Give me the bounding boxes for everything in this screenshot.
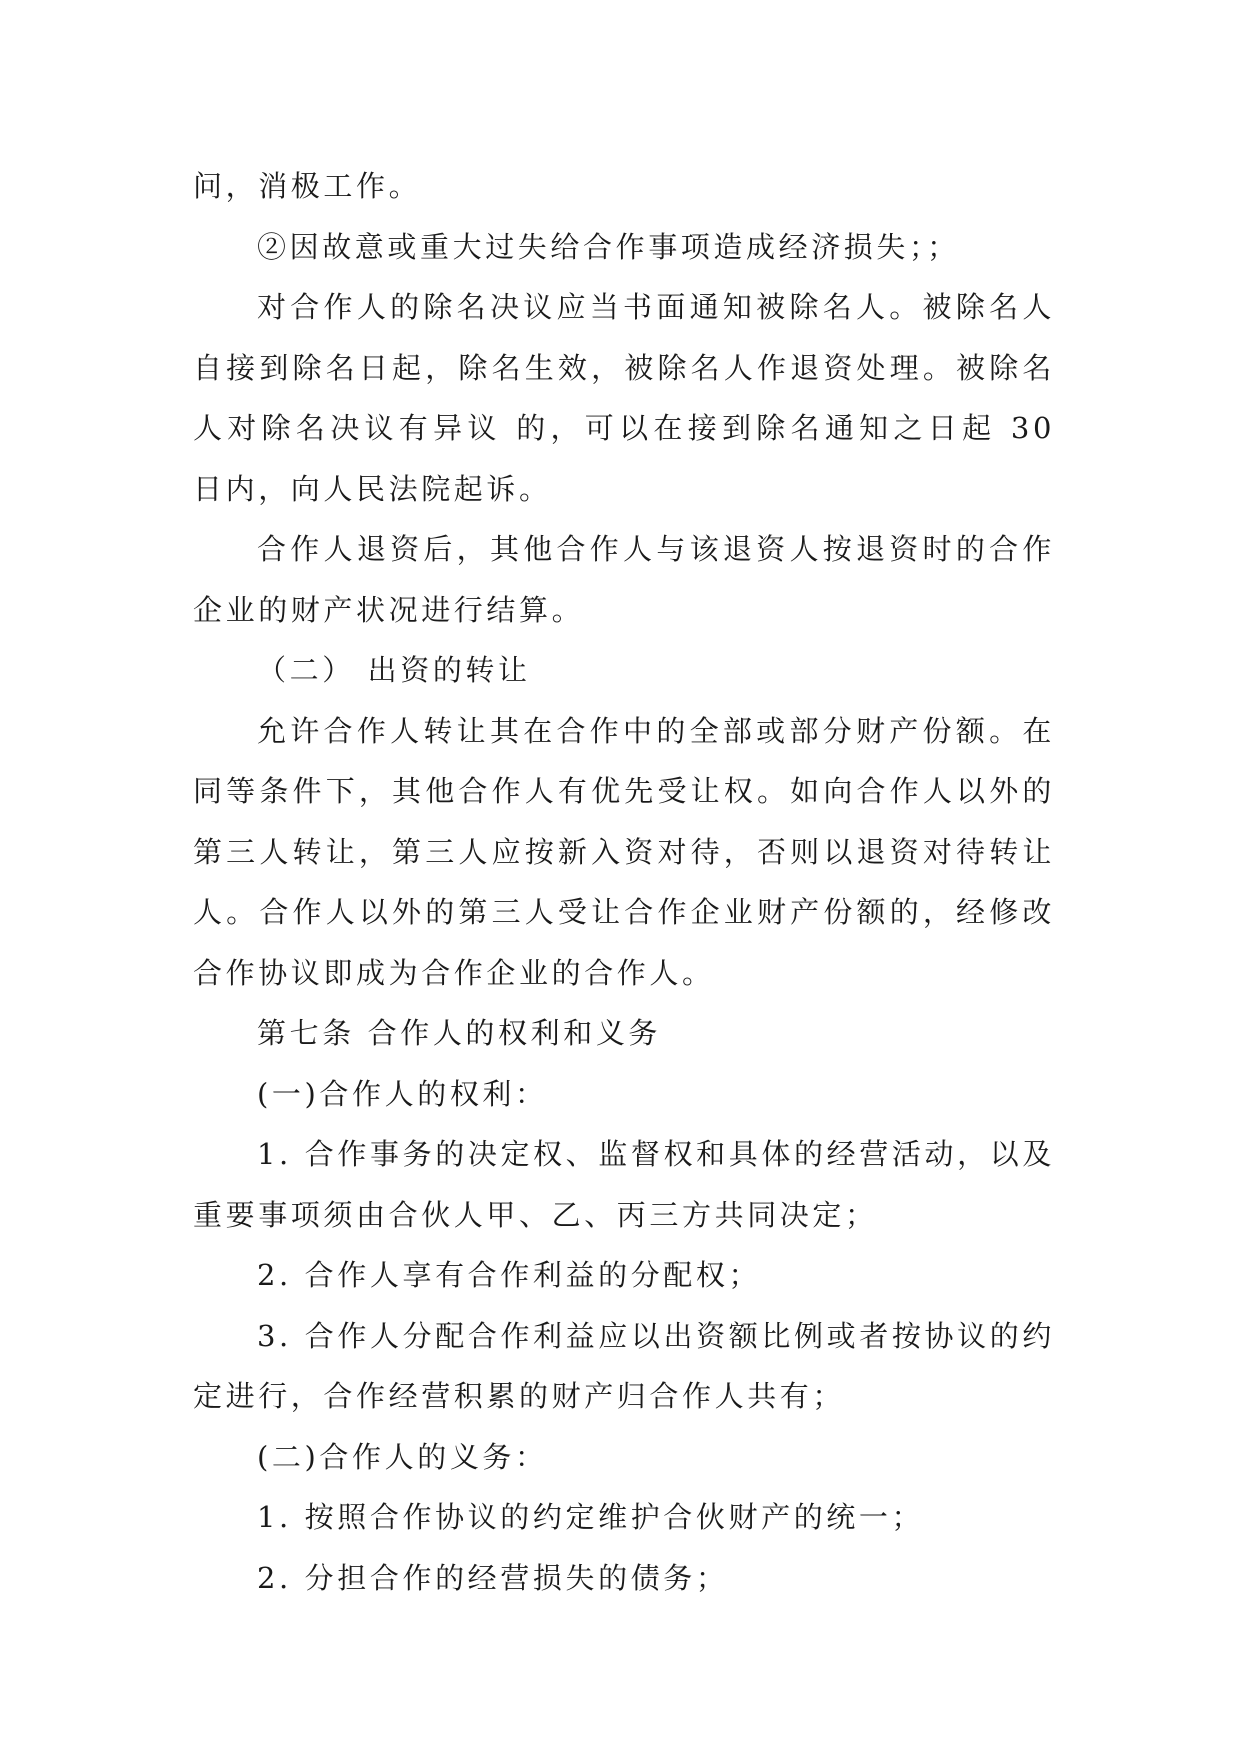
paragraph: 允许合作人转让其在合作中的全部或部分财产份额。在同等条件下，其他合作人有优先受让权。如向合作人以外的第三人转让，第三人应按新入资对待，否则以退资对待转让人。合作人以外的第三人受让合作企业财产份额的，经修改合作协议即成为合作企业的合作人。 xyxy=(193,713,1055,990)
article-heading: 第七条 合作人的权利和义务 xyxy=(257,1016,662,1050)
paragraph: 对合作人的除名决议应当书面通知被除名人。被除名人自接到除名日起，除名生效，被除名人作退资处理。被除名人对除名决议有异议 的，可以在接到除名通知之日起 30 日内，向人民法院起诉。 xyxy=(193,290,1055,506)
section-heading: (一)合作人的权利： xyxy=(257,1076,548,1111)
section-heading: （二） 出资的转让 xyxy=(257,653,531,687)
list-item: 2. 分担合作的经营损失的债务； xyxy=(257,1560,729,1595)
list-item: 1. 合作事务的决定权、监督权和具体的经营活动，以及重要事项须由合伙人甲、乙、丙三方共同决定； xyxy=(193,1137,1055,1232)
list-item: 1. 按照合作协议的约定维护合伙财产的统一； xyxy=(257,1500,925,1534)
section-heading: (二)合作人的义务： xyxy=(257,1439,548,1474)
paragraph: 问，消极工作。 xyxy=(193,169,422,203)
paragraph: ②因故意或重大过失给合作事项造成经济损失；； xyxy=(257,229,960,264)
document-body xyxy=(193,156,1055,1608)
list-item: 3. 合作人分配合作利益应以出资额比例或者按协议的约定进行，合作经营积累的财产归合作人共有； xyxy=(193,1318,1055,1413)
list-item: 2. 合作人享有合作利益的分配权； xyxy=(257,1258,762,1292)
paragraph: 合作人退资后，其他合作人与该退资人按退资时的合作企业的财产状况进行结算。 xyxy=(193,532,1055,627)
